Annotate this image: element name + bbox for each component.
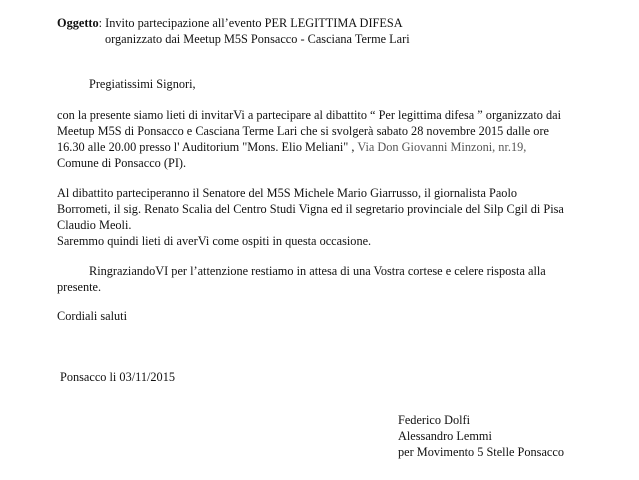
paragraph3-line1: RingraziandoVI per l’attenzione restiamo in attesa di una Vostra cortese e celere risposta alla (89, 264, 546, 278)
place-date: Ponsacco li 03/11/2015 (60, 370, 175, 384)
paragraph1-line4: Comune di Ponsacco (PI). (57, 156, 187, 170)
paragraph3-line2: presente. (57, 280, 102, 294)
subject-label: Oggetto (57, 16, 99, 30)
signature-org: per Movimento 5 Stelle Ponsacco (398, 445, 564, 459)
paragraph2-line3: Claudio Meoli. (57, 218, 132, 232)
subject-line-1 (57, 15, 403, 31)
paragraph2-line4: Saremmo quindi lieti di averVi come ospiti in questa occasione. (57, 234, 372, 248)
paragraph2-line1: Al dibattito parteciperanno il Senatore del M5S Michele Mario Giarrusso, il giornalista Paolo (57, 186, 518, 200)
closing: Cordiali saluti (57, 309, 128, 323)
paragraph2-line2: Borrometi, il sig. Renato Scalia del Centro Studi Vigna ed il segretario provinciale del Silp Cgil di Pisa (57, 202, 564, 216)
greeting: Pregiatissimi Signori, (89, 77, 196, 91)
paragraph1-line1: con la presente siamo lieti di invitarVi a partecipare al dibattito “ Per legittima difesa ” organizzato dai (57, 108, 562, 122)
subject-line-2: organizzato dai Meetup M5S Ponsacco - Casciana Terme Lari (105, 32, 410, 46)
paragraph1-line2: Meetup M5S di Ponsacco e Casciana Terme Lari che si svolgerà sabato 28 novembre 2015 dalle ore (57, 124, 550, 138)
paragraph1-line3 (57, 139, 526, 155)
event-time-venue: 16.30 alle 20.00 presso l' Auditorium "Mons. Elio Meliani" , (57, 140, 358, 154)
event-address: Via Don Giovanni Minzoni, nr.19, (357, 140, 527, 154)
signature-name-2: Alessandro Lemmi (398, 429, 492, 443)
subject-text: : Invito partecipazione all’evento PER LEGITTIMA DIFESA (98, 16, 403, 30)
signature-name-1: Federico Dolfi (398, 413, 471, 427)
